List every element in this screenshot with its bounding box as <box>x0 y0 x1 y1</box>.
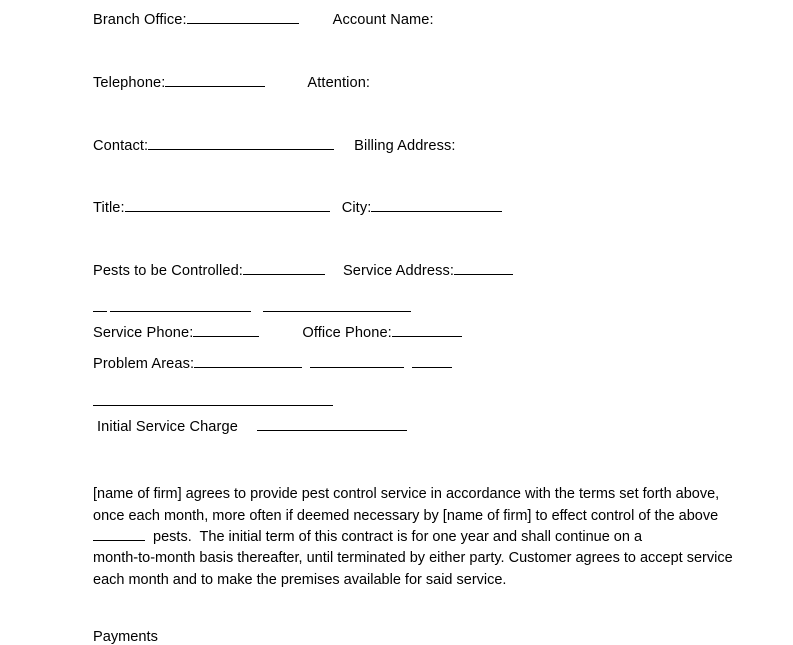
field-rule-branch-office[interactable] <box>187 11 299 24</box>
contract-line <box>93 506 719 527</box>
field-rule-problem-areas-2[interactable] <box>310 354 404 367</box>
form-row-branch-office <box>93 11 703 30</box>
field-rule-title[interactable] <box>125 199 330 212</box>
form-row-pests-to-be-controlled <box>93 262 703 281</box>
field-label-billing-address: Billing Address: <box>354 137 456 154</box>
contract-line-text: once each month, more often if deemed necessary by [name of firm] to effect control of the above <box>93 507 719 524</box>
field-label-pests-to-be-controlled: Pests to be Controlled: <box>93 262 243 279</box>
form-row-problem-areas-continuation <box>93 391 703 406</box>
field-rule-service-address-continuation[interactable] <box>263 297 411 312</box>
field-rule-service-address[interactable] <box>454 262 513 275</box>
contract-line <box>93 570 699 591</box>
contract-blank-rule[interactable] <box>93 529 145 541</box>
contract-line-text: month-to-month basis thereafter, until terminated by either party. Customer agrees to accept service <box>93 550 733 567</box>
field-label-initial-service-charge: Initial Service Charge <box>97 419 238 436</box>
field-label-title: Title: <box>93 200 125 217</box>
contract-line <box>93 527 699 548</box>
field-label-service-phone: Service Phone: <box>93 325 194 342</box>
form-row-contact <box>93 136 703 155</box>
field-label-city: City: <box>341 200 372 217</box>
form-row-phones <box>93 324 703 343</box>
contract-line <box>93 548 733 569</box>
form-row-problem-areas <box>93 354 703 373</box>
field-rule-problem-areas-1[interactable] <box>194 354 302 367</box>
contract-line-text: [name of firm] agrees to provide pest control service in accordance with the terms set forth above, <box>93 486 720 503</box>
field-label-telephone: Telephone: <box>93 75 166 92</box>
contract-line-text: pests. The initial term of this contract is for one year and shall continue on a <box>145 528 643 545</box>
contract-line <box>93 484 720 505</box>
field-rule-problem-areas-3[interactable] <box>412 354 452 367</box>
field-label-problem-areas: Problem Areas: <box>93 355 195 372</box>
field-rule-service-phone[interactable] <box>193 324 259 337</box>
field-rule-pests-continuation[interactable] <box>110 297 251 312</box>
field-rule-telephone[interactable] <box>165 74 265 87</box>
contract-paragraph <box>93 484 733 591</box>
form-row-initial-service-charge <box>93 418 703 437</box>
field-label-account-name: Account Name: <box>332 12 434 29</box>
field-label-branch-office: Branch Office: <box>93 12 187 29</box>
field-rule-initial-service-charge[interactable] <box>257 418 407 431</box>
payments-heading: Payments <box>93 628 158 645</box>
field-rule-contact[interactable] <box>148 136 334 149</box>
field-rule-pests-continuation-dash[interactable] <box>93 297 107 312</box>
document-body <box>93 11 733 645</box>
field-rule-problem-areas-continuation[interactable] <box>93 391 333 406</box>
field-rule-office-phone[interactable] <box>392 324 462 337</box>
form-row-address-continuation <box>93 297 703 312</box>
field-rule-pests-to-be-controlled[interactable] <box>243 262 325 275</box>
field-rule-city[interactable] <box>371 199 502 212</box>
form-row-telephone <box>93 74 703 93</box>
field-label-service-address: Service Address: <box>342 262 455 279</box>
field-label-attention: Attention: <box>307 75 371 92</box>
field-label-contact: Contact: <box>93 137 149 154</box>
form-row-title <box>93 199 703 218</box>
field-label-office-phone: Office Phone: <box>302 325 392 342</box>
contract-line-text: each month and to make the premises available for said service. <box>93 571 507 588</box>
